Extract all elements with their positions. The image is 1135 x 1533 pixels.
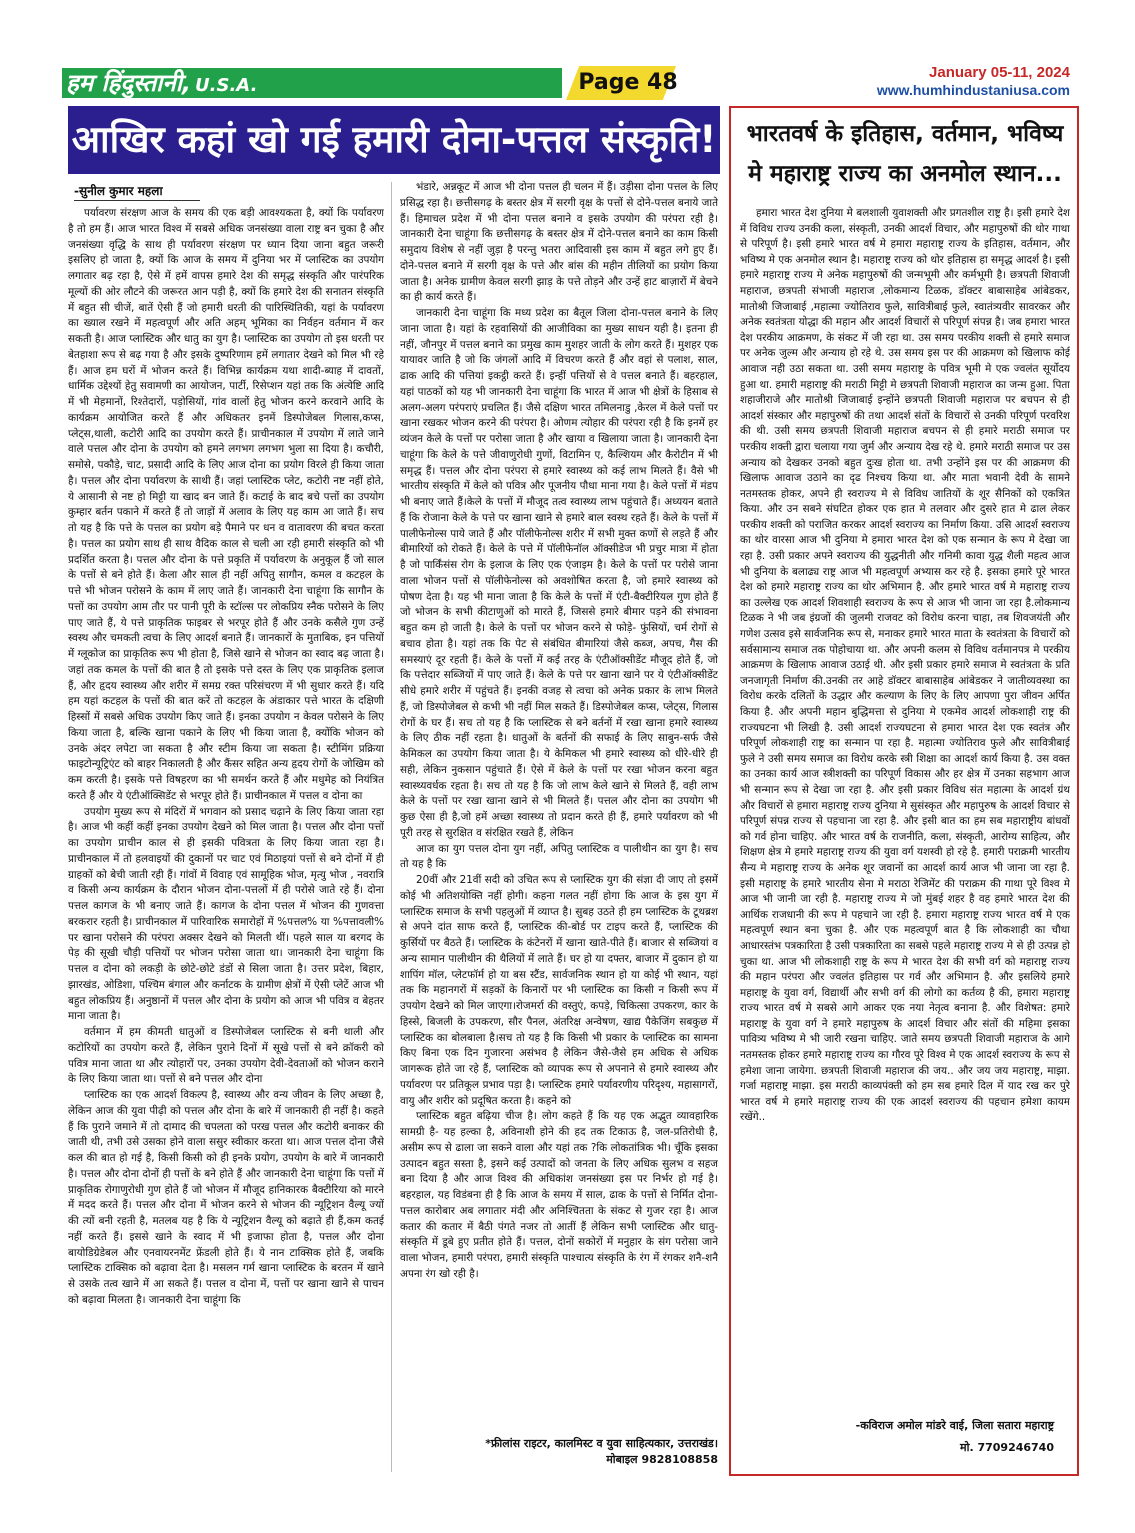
byline-divider <box>74 200 200 201</box>
page-number: Page 48 <box>578 70 678 95</box>
sidebar-phone: मो. 7709246740 <box>960 1441 1054 1454</box>
article-column-2 <box>400 180 718 1460</box>
paragraph: पर्यावरण संरक्षण आज के समय की एक बड़ी आवश्यकता है, क्यों कि पर्यावरण है तो हम हैं। आज भारत विश्व में सबसे अधिक जनसंख्या वाला राष्ट्र बन चुका है और जनसंख्या वृद्धि के साथ ही पर्यावरण संरक्षण पर ध्यान दिया जाना बहुत जरूरी इसलिए हो जाता है, क्यों कि आज के समय में दुनिया भर में प्लास्टिक का उपयोग लगातार बढ़ रहा है, ऐसे में हमें वापस हमारे देश की समृद्ध संस्कृति और पारंपरिक मूल्यों की ओर लौटने की जरूरत आन पड़ी है, क्यों कि हमारे देश की सनातन संस्कृति में बहुत सी चीजें, बातें ऐसी हैं जो हमारी धरती की पारिस्थितिकी, यहां के पर्यावरण का ख्याल रखने में महत्वपूर्ण और अति अहम् भूमिका का निर्वहन वर्तमान में कर सकती है। आज प्लास्टिक और धातु का युग है। प्लास्टिक का उपयोग तो इस धरती पर बेतहाशा रूप से बढ़ गया है और इसके दुष्परिणाम हमें लगातार देखने को मिल भी रहे हैं। आज हम घरों में भोजन करते हैं। विभिन्न कार्यक्रम यथा शादी-ब्याह में दावतों, धार्मिक उद्देश्यों हेतु सवामणी का आयोजन, पार्टी, रिसेप्शन यहां तक कि अंत्येष्टि आदि में भी मेहमानों, रिश्तेदारों, पड़ोसियों, गांव वालों हेतु भोजन करने करवाने आदि के कार्यक्रम आयोजित करते हैं और अधिकतर इनमें डिस्पोजेबल गिलास,कप्स, प्लेट्स,थाली, कटोरी आदि का उपयोग करते हैं। प्राचीनकाल में उपयोग में लाते जाने वाले पत्तल और दोना के उपयोग को हमने लगभग लगभग भुला सा दिया है। कचौरी, समोसे, पकौड़े, चाट, प्रसादी आदि के लिए आज दोना का प्रयोग विरले ही किया जाता है। पत्तल और दोना पर्यावरण के साथी हैं। जहां प्लास्टिक प्लेट, कटोरी नष्ट नहीं होते, ये आसानी से नष्ट हो मिट्टी या खाद बन जाते हैं। कटाई के बाद बचे पत्तों का उपयोग कुम्हार बर्तन पकाने में करते हैं तो जाड़ों में अलाव के लिए यह काम आ जाते हैं। सच तो यह है कि पत्ते के पत्तल का प्रयोग बड़े पैमाने पर धन व वातावरण की बचत करता है। पत्तल का प्रयोग साथ ही साथ वैदिक काल से चली आ रही हमारी संस्कृति को भी प्रदर्शित करता है। पत्तल और दोना के पत्ते प्रकृति में पर्यावरण के अनुकूल हैं जो साल के पत्तों से बने होते हैं। केला और साल ही नहीं अपितु सागौन, कमल व कटहल के पत्ते भी भोजन परोसने के काम में लाए जाते हैं। जानकारी देना चाहूंगा कि सागौन के पत्तों का उपयोग आम तौर पर पानी पूरी के स्टॉल्स पर लोकप्रिय स्नैक परोसने के लिए पाए जाते हैं, ये पत्ते प्राकृतिक फाइबर से भरपूर होते हैं और उनके कसैले गुण उन्हें स्वस्थ और चमकती त्वचा के लिए आदर्श बनाते हैं। जानकारों के मुताबिक, इन पत्तियों में ग्लूकोज का प्राकृतिक रूप भी होता है, जिसे खाने से भोजन का स्वाद बढ़ जाता है। जहां तक कमल के पत्तों की बात है तो इसके पत्ते दस्त के लिए एक प्राकृतिक इलाज हैं, और हृदय स्वास्थ्य और शरीर में समग्र रक्त परिसंचरण में भी सुधार करते हैं। यदि हम यहां कटहल के पत्तों की बात करें तो कटहल के अंडाकार पत्ते भारत के दक्षिणी हिस्सों में सबसे अधिक उपयोग किए जाते हैं। इनका उपयोग न केवल परोसने के लिए किया जाता है, बल्कि खाना पकाने के लिए भी किया जाता है, क्योंकि भोजन को उनके अंदर लपेटा जा सकता है और स्टीम किया जा सकता है। स्टीमिंग प्रक्रिया फाइटोन्यूट्रिएंट को बाहर निकालती है और कैंसर सहित अन्य हृदय रोगों के जोखिम को कम करती है। इसके पत्ते विषहरण का भी समर्थन करते हैं और मधुमेह को नियंत्रित करते हैं और ये एंटीऑक्सिडेंट से भरपूर होते हैं। प्राचीनकाल में पत्तल व दोना का <box>68 207 384 802</box>
author-mobile: मोबाइल 9828108858 <box>606 1453 718 1466</box>
logo-text: हम हिंदुस्तानी, <box>66 69 192 97</box>
issue-date: January 05-11, 2024 <box>929 64 1070 81</box>
paragraph: जानकारी देना चाहूंगा कि मध्य प्रदेश का बैतूल जिला दोना-पत्तल बनाने के लिए जाना जाता है। यहां के रहवासियों की आजीविका का मुख्य साधन यही है। इतना ही नहीं, जौनपुर में पत्तल बनाने का प्रमुख काम मुशहर जाती के लोग करते हैं। मुशहर एक यायावर जाति है जो कि जंगलों आदि में विचरण करते हैं और वहां से पलाश, साल, ढाक आदि की पत्तियां इकट्ठी करते हैं। इन्हीं पत्तियों से वे पत्तल बनाते हैं। बहरहाल, यहां पाठकों को यह भी जानकारी देना चाहूंगा कि भारत में आज भी क्षेत्रों के हिसाब से अलग-अलग परंपराएं प्रचलित हैं। जैसे दक्षिण भारत तमिलनाडु ,केरल में केले पत्तों पर खाना रखकर भोजन करने की परंपरा है। ओणम त्योहार की परंपरा रही है कि इनमें हर व्यंजन केले के पत्तों पर परोसा जाता है और खाया व खिलाया जाता है। जानकारी देना चाहूंगा कि केले के पत्ते जीवाणुरोधी गुणों, विटामिन ए, कैल्शियम और कैरोटीन में भी समृद्ध हैं। पत्तल और दोना परंपरा से हमारे स्वास्थ्य को कई लाभ मिलते हैं। वैसे भी भारतीय संस्कृति में केले को पवित्र और पूजनीय पौधा माना गया है। केले पत्तों में मंडप भी बनाए जाते हैं।केले के पत्तों में मौजूद तत्व स्वास्थ्य लाभ पहुंचाते हैं। अध्ययन बताते हैं कि रोजाना केले के पत्ते पर खाना खाने से हमारे बाल स्वस्थ रहते हैं। केले के पत्तों में पालीफेनोल्स पाये जाते हैं और पॉलीफेनोल्स शरीर में सभी मुक्त कणों से लड़ते हैं और बीमारियों को रोकते हैं। केले के पत्ते में पॉलीफेनॉल ऑक्सीडेज भी प्रचुर मात्रा में होता है जो पार्किंसंस रोग के इलाज के लिए एक एंजाइम है। केले के पत्तों पर परोसे जाना वाला भोजन पत्तों से पॉलीफेनोल्स को अवशोषित करता है, जो हमारे स्वास्थ्य को पोषण देता है। यह भी माना जाता है कि केले के पत्तों में एंटी-बैक्टीरियल गुण होते हैं जो भोजन के सभी कीटाणुओं को मारते हैं, जिससे हमारे बीमार पड़ने की संभावना बहुत कम हो जाती है। केले के पत्तों पर भोजन करने से फोड़े- फुंसियों, चर्म रोगों से बचाव होता है। यहां तक कि पेट से संबंधित बीमारियां जैसे कब्ज, अपच, गैस की समस्याएं दूर रहती हैं। केले के पत्तों में कई तरह के एंटीऑक्सीडेंट मौजूद होते हैं, जो कि पत्तेदार सब्जियों में पाए जाते हैं। केले के पत्ते पर खाना खाने पर ये एंटीऑक्सीडेंट सीधे हमारे शरीर में पहुंचते हैं। इनकी वजह से त्वचा को अनेक प्रकार के लाभ मिलते हैं, जो डिस्पोजेबल से कभी भी नहीं मिल सकते हैं। डिस्पोजेबल कप्स, प्लेट्स, गिलास रोगों के घर हैं। सच तो यह है कि प्लास्टिक से बने बर्तनों में रखा खाना हमारे स्वास्थ्य के लिए ठीक नहीं रहता है। धातुओं के बर्तनों की सफाई के लिए साबुन-सर्फ जैसे केमिकल का उपयोग किया जाता है। ये केमिकल भी हमारे स्वास्थ्य को धीरे-धीरे ही सही, लेकिन नुकसान पहुंचाते हैं। ऐसे में केले के पत्तों पर रखा भोजन करना बहुत स्वास्थ्यवर्धक रहता है। सच तो यह है कि जो लाभ केले खाने से मिलते हैं, वही लाभ केले के पत्तों पर रखा खाना खाने से भी मिलते हैं। पत्तल और दोना का उपयोग भी कुछ ऐसा ही है,जो हमें अच्छा स्वास्थ्य तो प्रदान करते ही हैं, हमारे पर्यावरण को भी पूरी तरह से सुरक्षित व संरक्षित रखते हैं, लेकिन <box>400 307 718 839</box>
paragraph: 20वीं और 21वीं सदी को उचित रूप से प्लास्टिक युग की संज्ञा दी जाए तो इसमें कोई भी अतिशयोक्ति नहीं होगी। कहना गलत नहीं होगा कि आज के इस युग में प्लास्टिक समाज के सभी पहलुओं में व्याप्त है। सुबह उठते ही हम प्लास्टिक के टूथब्रश से अपने दांत साफ करते हैं, प्लास्टिक की-बोर्ड पर टाइप करते हैं, प्लास्टिक की कुर्सियों पर बैठते हैं। प्लास्टिक के कंटेनरों में खाना खाते-पीते हैं। बाजार से सब्जियां व अन्य सामान पालीथीन की थैलियों में लाते हैं। घर हो या दफ्तर, बाजार में दुकान हो या शापिंग मॉल, प्लेटफॉर्म हो या बस स्टैंड, सार्वजनिक स्थान हो या कोई भी स्थान, यहां तक कि महानगरों में सड़कों के किनारों पर भी प्लास्टिक का किसी न किसी रूप में उपयोग देखने को मिल जाएगा।रोजमर्रा की वस्तुएं, कपड़े, चिकित्सा उपकरण, कार के हिस्से, बिजली के उपकरण, सौर पैनल, अंतरिक्ष अन्वेषण, खाद्य पैकेजिंग सबकुछ में प्लास्टिक का बोलबाला है।सच तो यह है कि किसी भी प्रकार के प्लास्टिक का सामना किए बिना एक दिन गुजारना असंभव है लेकिन जैसे-जैसे हम अधिक से अधिक जागरूक होते जा रहे हैं, प्लास्टिक को व्यापक रूप से अपनाने से हमारे स्वास्थ्य और पर्यावरण पर प्रतिकूल प्रभाव पड़ा है। प्लास्टिक हमारे पर्यावरणीय परिदृश्य, महासागरों, वायु और शरीर को प्रदूषित करता है। कहने को <box>400 874 718 1107</box>
article-byline: -सुनील कुमार महला <box>74 184 163 198</box>
author-credit: *फ्रीलांस राइटर, कालमिस्ट व युवा साहित्यकार, उत्तराखंड। <box>485 1437 718 1450</box>
sidebar-body <box>740 206 1070 1406</box>
paragraph: प्लास्टिक का एक आदर्श विकल्प है, स्वास्थ्य और वन्य जीवन के लिए अच्छा है, लेकिन आज की युवा पीढ़ी को पत्तल और दोना के बारे में जानकारी ही नहीं है। कहते हैं कि पुराने जमाने में तो दामाद की चपलता को परख पत्तल और कटोरी बनाकर की जाती थी, तभी उसे उसका होने वाला ससुर स्वीकार करता था। आज पत्तल दोना जैसे कल की बात हो गई है, किसी किसी को ही इनके प्रयोग, उपयोग के बारे में जानकारी है। पत्तल और दोना दोनों ही पत्तों के बने होते हैं और जानकारी देना चाहूंगा कि पत्तों में प्राकृतिक रोगाणुरोधी गुण होते हैं जो भोजन में मौजूद हानिकारक बैक्टीरिया को मारने में मदद करते हैं। पत्तल और दोना में भोजन करने से भोजन की न्यूट्रिशन वैल्यू ज्यों की त्यों बनी रहती है, मतलब यह है कि ये न्यूट्रिशन वैल्यू को बढ़ाते ही हैं,कम कतई नहीं करते हैं। इससे खाने के स्वाद में भी इजाफा होता है, पत्तल और दोना बायोडिग्रेडेबल और एनवायरनमेंट फ्रेंडली होते हैं। ये नान टाक्सिक होते हैं, जबकि प्लास्टिक टाक्सिक को बढ़ावा देता है। मसलन गर्म खाना प्लास्टिक के बरतन में खाने से उसके तत्व खाने में आ सकते हैं। पत्तल व दोना में, पत्तों पर खाना खाने से पाचन को बढ़ावा मिलता है। जानकारी देना चाहूंगा कि <box>68 1089 384 1306</box>
paragraph: उपयोग मुख्य रूप से मंदिरों में भगवान को प्रसाद चढ़ाने के लिए किया जाता रहा है। आज भी कहीं कहीं इनका उपयोग देखने को मिल जाता है। पत्तल और दोना पत्तों का उपयोग प्राचीन काल से ही इसकी पवित्रता के लिए किया जाता रहा है। प्राचीनकाल में तो हलवाइयों की दुकानों पर चाट एवं मिठाइयां पत्तों से बने दोनों में ही ग्राहकों को बेची जाती रही हैं। गांवों में विवाह एवं सामूहिक भोज, मृत्यु भोज , नवरात्रि व किसी अन्य कार्यक्रम के दौरान भोजन दोना-पत्तलों में ही परोसे जाते रहे हैं। दोना पत्तल कागज के भी बनाए जाते हैं। कागज के दोना पत्तल में भोजन की गुणवत्ता बरकरार रहती है। प्राचीनकाल में पारिवारिक समारोहों में %पत्तल% या %पत्तावली% पर खाना परोसने की परंपरा अक्सर देखने को मिलती थीं। पहले साल या बरगद के पेड़ की सूखी चौड़ी पत्तियों पर भोजन परोसा जाता था। जानकारी देना चाहूंगा कि पत्तल व दोना को लकड़ी के छोटे-छोटे डंडों से सिला जाता है। उत्तर प्रदेश, बिहार, झारखंड, ओडिशा, पश्चिम बंगाल और कर्नाटक के ग्रामीण क्षेत्रों में ऐसी प्लेटें आज भी बहुत लोकप्रिय हैं। अनुष्ठानों में पत्तल और दोना के प्रयोग को आज भी पवित्र व बेहतर माना जाता है। <box>68 805 384 1023</box>
column-divider <box>391 182 392 1472</box>
masthead-logo <box>66 66 257 100</box>
website-url[interactable]: www.humhindustaniusa.com <box>876 82 1070 98</box>
paragraph: हमारा भारत देश दुनिया मे बलशाली युवाशक्ती और प्रगतशील राष्ट्र है। इसी हमारे देश में विविध राज्य उनकी कला, संस्कृती, उनकी आदर्श विचार, और महापुरुषों की थोर गाथा से परिपूर्ण है। इसी हमारे भारत वर्ष मे हमारा महाराष्ट्र राज्य के इतिहास, वर्तमान, और भविष्य मे एक अनमोल स्थान है। महाराष्ट्र राज्य को थोर इतिहास हा समृद्ध आदर्श है। इसी हमारे महाराष्ट्र राज्य मे अनेक महापुरुषों की जन्मभूमी और कर्मभूमी है। छत्रपती शिवाजी महाराज, छत्रपती संभाजी महाराज ,लोकमान्य टिळक, डॉक्टर बाबासाहेब आंबेडकर, मातोश्री जिजाबाई ,महात्मा ज्योतिराव फुले, सावित्रीबाई फुले, स्वातंत्र्यवीर सावरकर और अनेक स्वतंत्रता योद्धा की महान और आदर्श विचारों से परिपूर्ण संपन्न है। जब हमारा भारत देश परकीय आक्रमण, के संकट में जी रहा था. उस समय परकीय शक्ती से हमारे समाज पर अनेक जुल्म और अन्याय हो रहे थे. उस समय इस पर की आक्रमण को खिलाफ कोई आवाज नही उठा सकता था. उसी समय महाराष्ट्र के पवित्र भूमी मे एक ज्वलंत सूर्योदय हुआ था. हमारी महाराष्ट्र की मराठी मिट्टी मे छत्रपती शिवाजी महाराज का जन्म हुआ. पिता शहाजीराजे और मातोश्री जिजाबाई इन्होंने छत्रपती शिवाजी महाराज पर बचपन से ही आदर्श संस्कार और महापुरुषों की तथा आदर्श संतों के विचारों से उनकी परिपूर्ण परवरिश की थी. उसी समय छत्रपती शिवाजी महाराज बचपन से ही हमारे मराठी समाज पर परकीय शक्ती द्वारा चलाया गया जुर्म और अन्याय देख रहे थे. हमारे मराठी समाज पर उस अन्याय को देखकर उनको बहुत दुःख होता था. तभी उन्होंने इस पर की आक्रमण की खिलाफ आवाज उठाने का दृढ निश्चय किया था. और माता भवानी देवी के सामने नतमस्तक होकर, अपने ही स्वराज्य मे से विविध जातियों के शूर सैनिकों को एकत्रित किया. और उन सबने संघटित होकर एक हात मे तलवार और दुसरे हात मे ढाल लेकर परकीय शक्ती को पराजित करकर आदर्श स्वराज्य का निर्माण किया. उसि आदर्श स्वराज्य का थोर वारसा आज भी दुनिया मे हमारा भारत देश को एक सन्मान के रूप मे देखा जा रहा है. उसी प्रकार अपने स्वराज्य की युद्धनीती और गनिमी कावा युद्ध शैली महत्व आज भी दुनिया के बलाढ्य राष्ट्र आज भी महत्वपूर्ण अभ्यास कर रहे है. इसका हमारे पूरे भारत देश को हमारे महाराष्ट्र राज्य का थोर अभिमान है. और हमारे भारत वर्ष मे महाराष्ट्र राज्य का उल्लेख एक आदर्श शिवशाही स्वराज्य के रूप से आज भी जाना जा रहा है.लोकमान्य टिळक ने भी जब इंग्रजों की जुलमी राजवट को विरोध करना चाहा, तब शिवजयंती और गणेश उत्सव इसे सार्वजनिक रूप से, मनाकर हमारे भारत माता के स्वतंत्रता के विचारों को सर्वसामान्य समाज तक पोहोचाया था. और अपनी कलम से विविध वर्तमानपत्र मे परकीय आक्रमण के खिलाफ आवाज उठाई थी. और इसी प्रकार हमारे समाज मे स्वतंत्रता के प्रति जनजागृती निर्माण की.उनकी तर आहे डॉक्टर बाबासाहेब आंबेडकर ने जातीव्यवस्था का विरोध करके दलितों के उद्धार और कल्याण के लिए के लिए आपणा पुरा जीवन अर्पित किया है. और अपनी महान बुद्धिमत्ता से दुनिया मे एकमेव आदर्श लोकशाही राष्ट्र की राज्यघटना भी लिखी है. उसी आदर्श राज्यघटना से हमारा भारत देश एक स्वतंत्र और परिपूर्ण लोकशाही राष्ट्र का सन्मान पा रहा है. महात्मा ज्योतिराव फुले और सावित्रीबाई फुले ने उसी समय समाज का विरोध करके स्त्री शिक्षा का आदर्श कार्य किया है. उस वक्त का उनका कार्य आज स्त्रीशक्ती का परिपूर्ण विकास और हर क्षेत्र में उनका सहभाग आज भी सन्मान रूप से देखा जा रहा है. और इसी प्रकार विविध संत महात्मा के आदर्श ग्रंथ और विचारों से हमारा महाराष्ट्र राज्य दुनिया मे सुसंस्कृत और महापुरुष के आदर्श विचार से परिपूर्ण संपन्न राज्य से पहचाना जा रहा है. और इसी बात का हम सब महाराष्ट्रीय बांधवों को गर्व होना चाहिए. और भारत वर्ष के राजनीति, कला, संस्कृती, आरोग्य साहित्य, और शिक्षण क्षेत्र मे हमारे महाराष्ट्र राज्य की युवा वर्ग यशस्वी हो रहे है. हमारी पराक्रमी भारतीय सैन्य मे महाराष्ट्र राज्य के अनेक शूर जवानों का आदर्श कार्य आज भी जाना जा रहा है. इसी महाराष्ट्र के हमारे भारतीय सेना मे मराठा रेजिमेंट की पराक्रम की गाथा पूरे विश्व मे आज भी जानी जा रही है. महाराष्ट्र राज्य मे जो मुंबई शहर है वह हमारे भारत देश की आर्थिक राजधानी की रूप मे पहचाने जा रही है. हमारा महाराष्ट्र राज्य भारत वर्ष मे एक महत्वपूर्ण स्थान बना चुका है. और एक महत्वपूर्ण बात है कि लोकशाही का चौथा आधारस्तंभ पत्रकारिता है उसी पत्रकारिता का सबसे पहले महाराष्ट्र राज्य मे से ही उत्पन्न हो चुका था. आज भी लोकशाही राष्ट्र के रूप मे भारत देश की सभी वर्ग को महाराष्ट्र राज्य की महान परंपरा और ज्वलंत इतिहास पर गर्व और अभिमान है. और इसलिये हमारे महाराष्ट्र के युवा वर्ग, विद्यार्थी और सभी वर्ग की लोगो का कर्तव्य है की, हमारा महाराष्ट्र राज्य भारत वर्ष मे सबसे आगे आकर एक नया नेतृत्व बनाना है. और विशेषत: हमारे महाराष्ट्र के युवा वर्ग ने हमारे महापुरुष के आदर्श विचार और संतों की महिमा इसका पावित्र्य भविष्य मे भी जारी रखना चाहिए. जाते समय छत्रपती शिवाजी महाराज के आगे नतमस्तक होकर हमारे महाराष्ट्र राज्य का गौरव पूरे विश्व मे एक आदर्श स्वराज्य के रूप से हमेशा जाना जायेगा. छत्रपती शिवाजी महाराज की जय.. और जय जय महाराष्ट्र, माझा. गर्जा महाराष्ट्र माझा. इस मराठी काव्यपंक्ती को हम सब हमारे दिल में याद रख कर पुरे भारत वर्ष मे हमारे महाराष्ट्र राज्य की एक आदर्श स्वराज्य की पहचान हमेशा कायम रखेंगे.. <box>740 207 1070 1124</box>
sidebar-headline: भारतवर्ष के इतिहास, वर्तमान, भविष्य मे महाराष्ट्र राज्य का अनमोल स्थान... <box>746 121 1064 187</box>
logo-suffix: U.S.A. <box>195 75 258 96</box>
sidebar-signature: -कविराज अमोल मांडरे वाई, जिला सतारा महाराष्ट्र <box>855 1419 1054 1432</box>
article-column-1 <box>68 206 384 1468</box>
paragraph: आज का युग पत्तल दोना युग नहीं, अपितु प्लास्टिक व पालीथीन का युग है। सच तो यह है कि <box>400 842 718 871</box>
article-headline: आखिर कहां खो गई हमारी दोना-पत्तल संस्कृति! <box>68 106 720 174</box>
paragraph: प्लास्टिक बहुत बढ़िया चीज है। लोग कहते हैं कि यह एक अद्भुत व्यावहारिक सामग्री है- यह हल्का है, अविनाशी होने की हद तक टिकाऊ है, जल-प्रतिरोधी है, असीम रूप से ढाला जा सकने वाला और यहां तक ?कि लोकतांत्रिक भी। चूँकि इसका उत्पादन बहुत सस्ता है, इसने कई उत्पादों को जनता के लिए अधिक सुलभ व सहज बना दिया है और आज विश्व की अधिकांश जनसंख्या इस पर निर्भर हो गई है। बहरहाल, यह विडंबना ही है कि आज के समय में साल, ढाक के पत्तों से निर्मित दोना-पत्तल कारोबार अब लगातार मंदी और अनिश्चितता के संकट से गुजर रहा है। आज कतार की कतार में बैठी पंगते नजर तो आतीं हैं लेकिन सभी प्लास्टिक और धातु-संस्कृति में डूबे हुए प्रतीत होते हैं। पत्तल, दोनों सकोरों में मनुहार के संग परोसा जाने वाला भोजन, हमारी परंपरा, हमारी संस्कृति पाश्चात्य संस्कृति के रंग में रंगकर शनै-शनै अपना रंग खो रही है। <box>400 1110 718 1280</box>
paragraph: भंडारे, अन्नकूट में आज भी दोना पत्तल ही चलन में हैं। उड़ीसा दोना पत्तल के लिए प्रसिद्ध रहा है। छत्तीसगढ़ के बस्तर क्षेत्र में सरगी वृक्ष के पत्तों से दोने-पत्तल बनाये जाते हैं। हिमाचल प्रदेश में भी दोना पत्तल बनाने व इसके उपयोग की परंपरा रही है। जानकारी देना चाहूंगा कि छत्तीसगढ़ के बस्तर क्षेत्र में दोने-पत्तल बनाने का काम किसी समुदाय विशेष से नहीं जुड़ा है परन्तु भतरा आदिवासी इस काम में बहुत लगे हुए हैं। दोने-पत्तल बनाने में सरगी वृक्ष के पत्ते और बांस की महीन तीलियों का प्रयोग किया जाता है। अनेक ग्रामीण केवल सरगी झाड़ के पत्ते तोड़ने और उन्हें हाट बाज़ारों में बेचने का ही कार्य करते हैं। <box>400 181 718 304</box>
paragraph: वर्तमान में हम कीमती धातुओं व डिस्पोजेबल प्लास्टिक से बनी थाली और कटोरियों का उपयोग करते हैं, लेकिन पुराने दिनों में सूखे पत्तों से बने क्रॉकरी को पवित्र माना जाता था और त्योहारों पर, उनका उपयोग देवी-देवताओं को भोजन कराने के लिए किया जाता था। पत्तों से बने पत्तल और दोना <box>68 1026 384 1086</box>
